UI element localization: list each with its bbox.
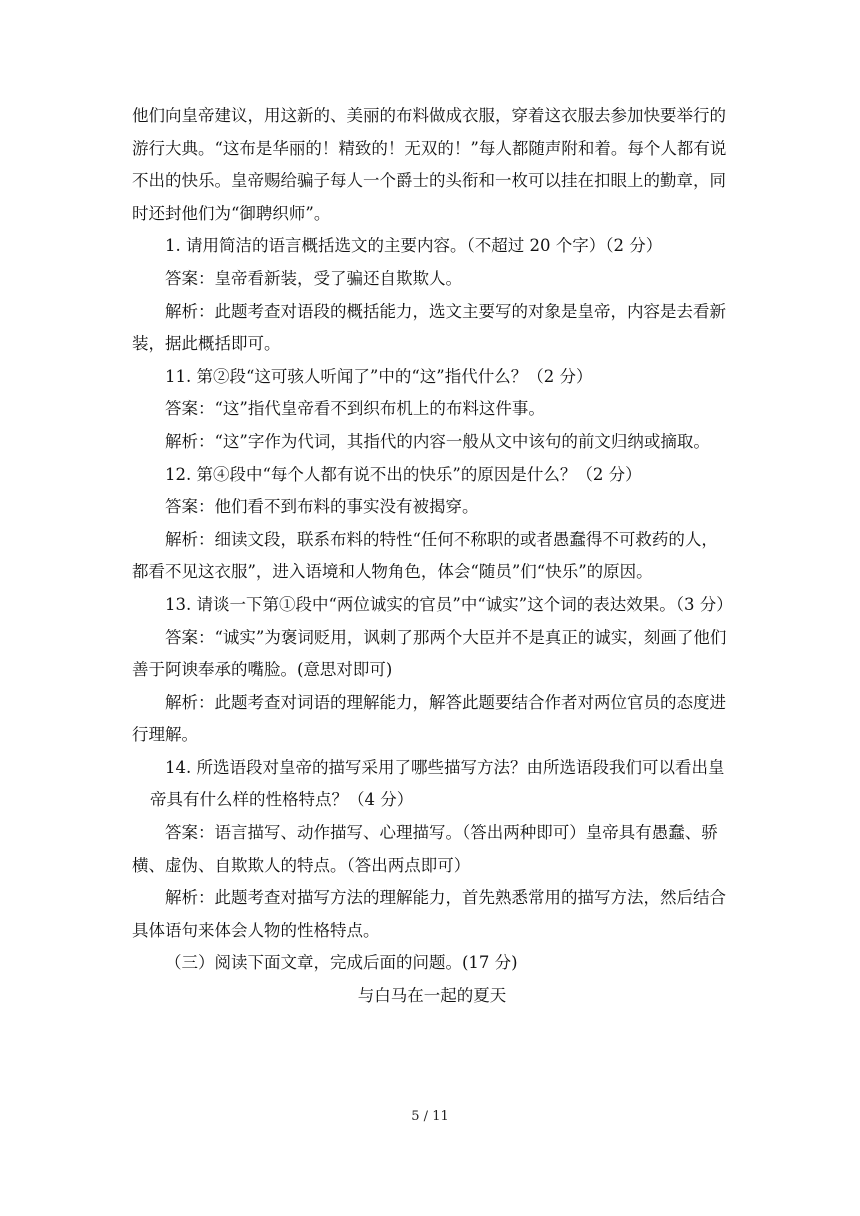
analysis-12: 解析：细读文段，联系布料的特性“任何不称职的或者愚蠢得不可救药的人，都看不见这衣服”，进入语境和人物角色，体会“随员”们“快乐”的原因。	[132, 529, 718, 582]
document-body	[132, 100, 732, 1013]
article-title: 与白马在一起的夏天	[357, 986, 507, 1006]
question-14: 14. 所选语段对皇帝的描写采用了哪些描写方法？由所选语段我们可以看出皇帝具有什么样的性格特点？（4 分）	[150, 757, 725, 810]
question-12: 12. 第④段中“每个人都有说不出的快乐”的原因是什么？（2 分）	[165, 464, 642, 484]
page-footer	[0, 1108, 860, 1126]
answer-12: 答案：他们看不到布料的事实没有被揭穿。	[165, 497, 479, 517]
page-number: 5	[411, 1109, 420, 1124]
analysis-13: 解析：此题考查对词语的理解能力，解答此题要结合作者对两位官员的态度进行理解。	[132, 692, 726, 745]
analysis-11: 解析：“这”字作为代词，其指代的内容一般从文中该句的前文归纳或摘取。	[165, 431, 710, 451]
answer-13: 答案：“诚实”为褒词贬用，讽刺了那两个大臣并不是真正的诚实，刻画了他们善于阿谀奉承的嘴脸。(意思对即可)	[132, 627, 727, 680]
answer-14: 答案：语言描写、动作描写、心理描写。（答出两种即可）皇帝具有愚蠢、骄横、虚伪、自欺欺人的特点。（答出两点即可）	[132, 823, 718, 875]
analysis-14: 解析：此题考查对描写方法的理解能力，首先熟悉常用的描写方法，然后结合具体语句来体会人物的性格特点。	[132, 888, 726, 940]
section-3-heading: （三）阅读下面文章，完成后面的问题。(17 分)	[165, 953, 518, 973]
answer-11: 答案：“这”指代皇帝看不到织布机上的布料这件事。	[165, 399, 545, 419]
question-11: 11. 第②段“这可骇人听闻了”中的“这”指代什么？（2 分）	[165, 366, 593, 386]
question-1: 1. 请用简洁的语言概括选文的主要内容。（不超过 20 个字）（2 分）	[165, 236, 663, 256]
question-13: 13. 请谈一下第①段中“两位诚实的官员”中“诚实”这个词的表达效果。（3 分）	[165, 594, 733, 614]
paragraph-story-excerpt: 他们向皇帝建议，用这新的、美丽的布料做成衣服，穿着这衣服去参加快要举行的游行大典。“这布是华丽的！精致的！无双的！”每人都随声附和着。每个人都有说不出的快乐。皇帝赐给骗子每人一个爵士的头衔和一枚可以挂在扣眼上的勤章，同时还封他们为“御聘织师”。	[132, 106, 727, 223]
page-separator: /	[423, 1109, 429, 1124]
answer-1: 答案：皇帝看新装，受了骗还自欺欺人。	[165, 268, 462, 288]
analysis-1: 解析：此题考查对语段的概括能力，选文主要写的对象是皇帝，内容是去看新装，据此概括即可。	[132, 301, 726, 354]
total-pages: 11	[432, 1109, 449, 1124]
